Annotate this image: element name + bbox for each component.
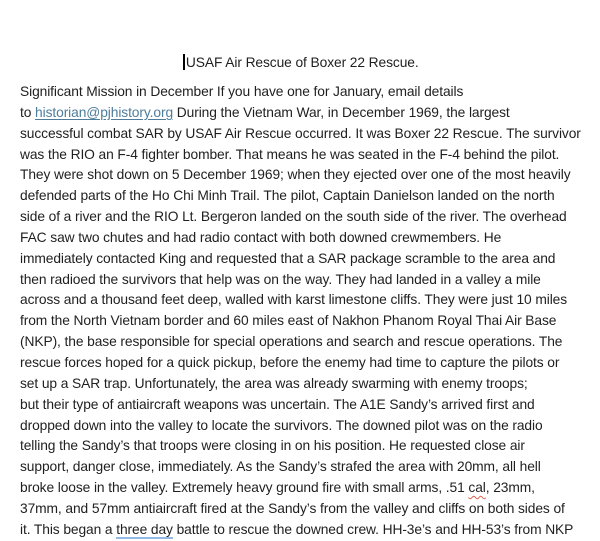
text-line[interactable] [20, 124, 582, 145]
document-title-line[interactable] [20, 52, 582, 73]
text-run: immediately contacted King and requested that a SAR package scramble to the area and [20, 250, 556, 266]
text-run: to [20, 104, 36, 120]
text-line[interactable] [20, 332, 582, 353]
text-run: rescue forces hoped for a quick pickup, before the enemy had time to capture the pilots or [20, 354, 560, 370]
text-line[interactable] [20, 249, 582, 270]
text-run: it. This began a [20, 521, 117, 537]
email-link[interactable]: historian@pjhistory.org [35, 104, 174, 120]
text-line[interactable] [20, 520, 582, 541]
text-line[interactable] [20, 436, 582, 457]
text-run: was the RIO an F-4 fighter bomber. That means he was seated in the F-4 behind the pilot. [20, 146, 560, 162]
spellcheck-flagged-word[interactable]: cal [468, 480, 486, 496]
text-run: 37mm, and 57mm antiaircraft fired at the Sandy’s from the valley and cliffs on both sides of [20, 500, 565, 516]
text-run: across and a thousand feet deep, walled with karst limestone cliffs. They were just 10 miles [20, 292, 568, 308]
text-run: side of a river and the RIO Lt. Bergeron landed on the south side of the river. The overhead [20, 209, 567, 225]
text-line[interactable] [20, 145, 582, 166]
text-run: broke loose in the valley. Extremely heavy ground fire with small arms, .51 [20, 480, 469, 496]
text-cursor [183, 54, 185, 70]
text-run: , 23mm, [485, 480, 535, 496]
text-run: battle to rescue the downed crew. HH-3e’s and HH-53’s from NKP [172, 521, 574, 537]
text-run: set up a SAR trap. Unfortunately, the area was already swarming with enemy troops; [20, 375, 528, 391]
text-line[interactable] [20, 395, 582, 416]
text-line[interactable] [20, 478, 582, 499]
text-run: FAC saw two chutes and had radio contact with both downed crewmembers. He [20, 229, 502, 245]
document-title: USAF Air Rescue of Boxer 22 Rescue. [185, 55, 419, 70]
text-run: dropped down into the valley to locate the survivors. The downed pilot was on the radio [20, 417, 543, 433]
text-run: then radioed the survivors that help was on the way. They had landed in a valley a mile [20, 271, 541, 287]
body-text [20, 82, 582, 541]
text-line[interactable] [20, 165, 582, 186]
text-line[interactable] [20, 228, 582, 249]
text-run: (NKP), the base responsible for special operations and search and rescue operations. The [20, 334, 563, 350]
text-line[interactable] [20, 82, 582, 103]
text-run: but their type of antiaircraft weapons was uncertain. The A1E Sandy’s arrived first and [20, 396, 535, 412]
text-line[interactable] [20, 457, 582, 478]
text-run: defended parts of the Ho Chi Minh Trail. The pilot, Captain Danielson landed on the north [20, 188, 555, 204]
text-run: from the North Vietnam border and 60 miles east of Nakhon Phanom Royal Thai Air Base [20, 313, 557, 329]
text-run: They were shot down on 5 December 1969; when they ejected over one of the most heavily [20, 167, 571, 183]
text-line[interactable] [20, 270, 582, 291]
text-line[interactable] [20, 311, 582, 332]
text-line[interactable] [20, 290, 582, 311]
text-line[interactable] [20, 186, 582, 207]
text-line[interactable] [20, 207, 582, 228]
text-run: During the Vietnam War, in December 1969, the largest [173, 104, 510, 120]
text-run: Significant Mission in December If you have one for January, email details [20, 84, 464, 99]
text-line[interactable] [20, 353, 582, 374]
text-run: support, danger close, immediately. As the Sandy’s strafed the area with 20mm, all hell [20, 459, 541, 475]
text-line[interactable] [20, 416, 582, 437]
text-line[interactable] [20, 374, 582, 395]
text-line[interactable] [20, 103, 582, 124]
grammar-flagged-phrase[interactable]: three day [116, 521, 173, 537]
text-line[interactable] [20, 499, 582, 520]
text-run: telling the Sandy’s that troops were closing in on his position. He requested close air [20, 438, 525, 454]
text-run: successful combat SAR by USAF Air Rescue occurred. It was Boxer 22 Rescue. The survivor [20, 125, 581, 141]
